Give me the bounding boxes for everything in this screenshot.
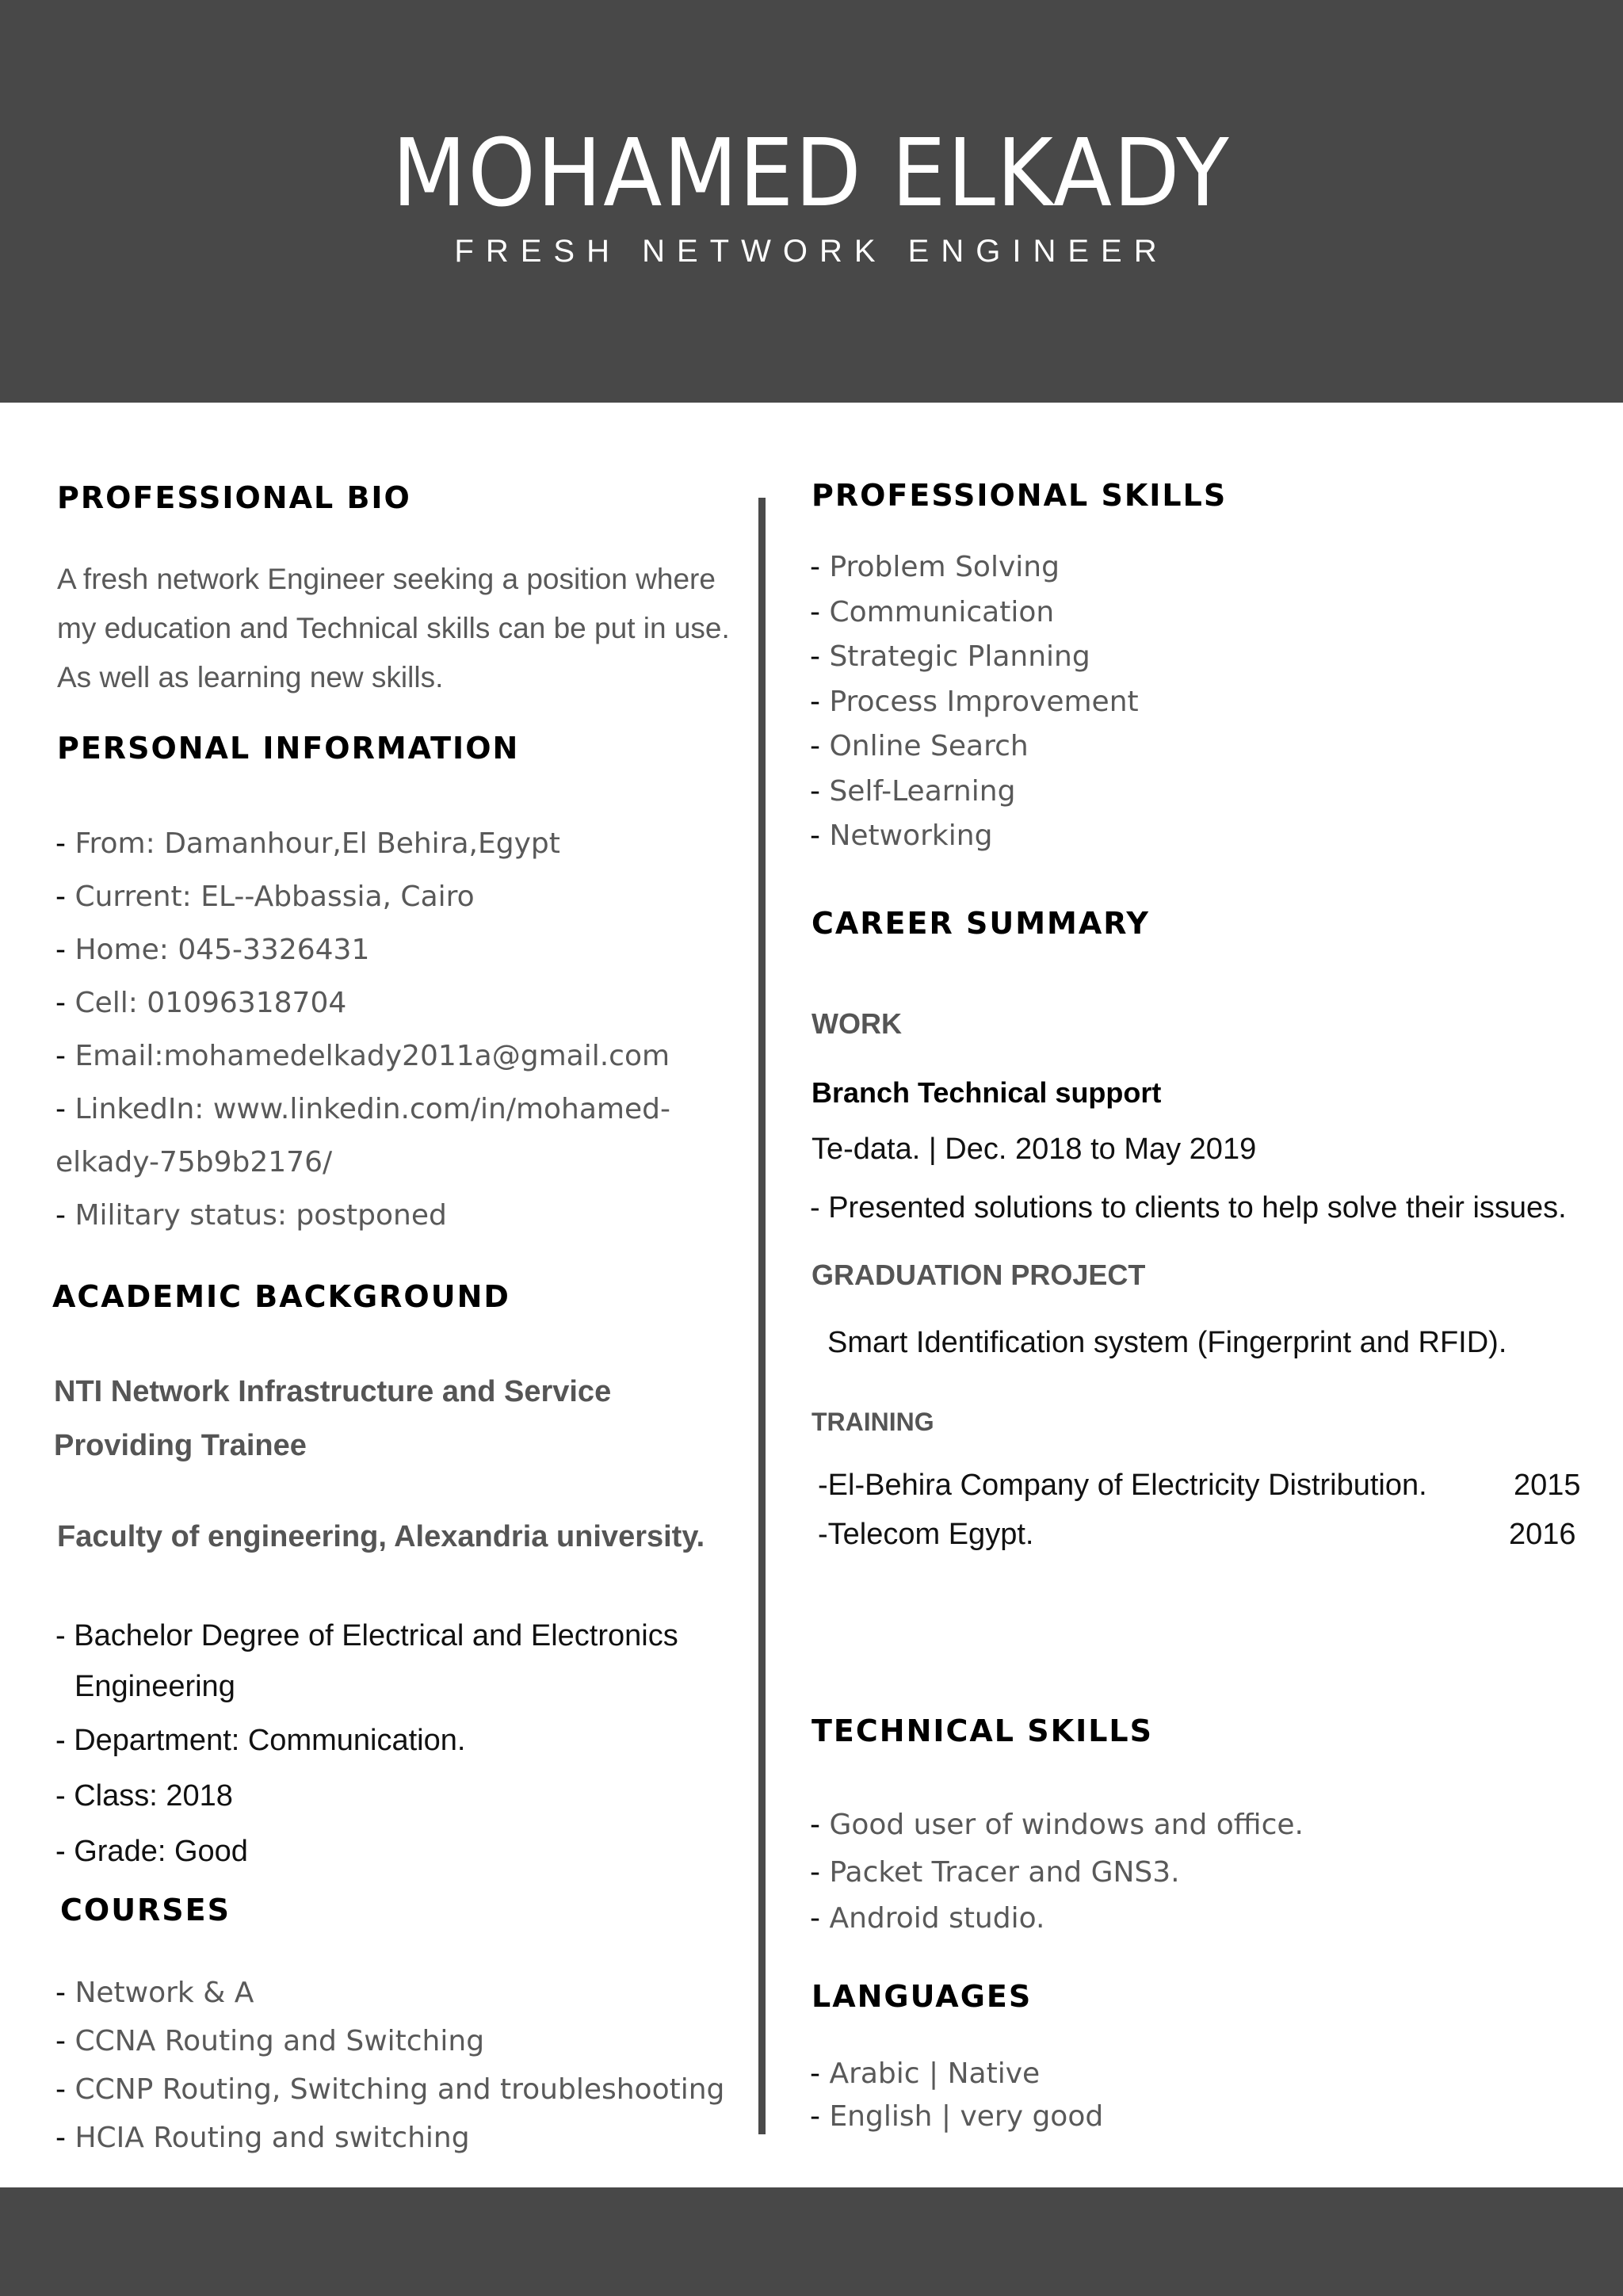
academic-heading: ACADEMIC BACKGROUND [52,1279,510,1314]
job-title: Branch Technical support [812,1076,1162,1109]
graduation-project-label: GRADUATION PROJECT [812,1259,1146,1291]
linkedin-item: - LinkedIn: www.linkedin.com/in/mohamed- [55,1093,670,1125]
nti-title-line1: NTI Network Infrastructure and Service [54,1375,612,1408]
list-item: - CCNP Routing, Switching and troubleshooting [55,2073,725,2106]
list-item: - Networking [810,819,993,852]
bio-line: my education and Technical skills can be put in use. [57,612,730,644]
job-description: - Presented solutions to clients to help solve their issues. [810,1191,1567,1224]
list-item: - Home: 045-3326431 [55,934,370,966]
list-item: - English | very good [810,2100,1104,2133]
list-item: - Grade: Good [55,1835,248,1868]
bio-line: A fresh network Engineer seeking a position where [57,563,716,595]
job-company-dates: Te-data. | Dec. 2018 to May 2019 [812,1133,1257,1166]
candidate-title: FRESH NETWORK ENGINEER [454,234,1169,269]
training-item-name: -Telecom Egypt. [818,1518,1034,1551]
list-item: - Arabic | Native [810,2057,1041,2090]
list-item: - Android studio. [810,1902,1045,1935]
technical-skills-heading: TECHNICAL SKILLS [812,1713,1153,1748]
list-item: - Packet Tracer and GNS3. [810,1856,1180,1889]
list-item: - Problem Solving [810,551,1060,583]
languages-heading: LANGUAGES [812,1979,1033,2014]
bio-text [57,555,754,702]
list-item: - CCNA Routing and Switching [55,2025,485,2057]
work-label: WORK [812,1007,902,1040]
list-item: - Department: Communication. [55,1724,466,1757]
list-item: - Network & A [55,1977,254,2009]
list-item: - Online Search [810,730,1029,762]
column-divider [758,498,766,2134]
courses-list [55,1969,724,2162]
professional-skills-list [810,545,1139,859]
email-item: - Email:mohamedelkady2011a@gmail.com [55,1040,670,1072]
nti-title-line2: Providing Trainee [54,1429,307,1462]
degree-list [55,1611,678,1879]
personal-info-heading: PERSONAL INFORMATION [57,731,520,766]
bio-line: As well as learning new skills. [57,661,444,693]
list-item-continued: Engineering [74,1670,235,1703]
list-item: - Strategic Planning [810,640,1090,673]
personal-info-list [55,817,670,1242]
list-item: - From: Damanhour,El Behira,Egypt [55,827,560,860]
list-item: - Current: EL--Abbassia, Cairo [55,881,475,913]
footer-banner [0,2187,1623,2296]
courses-heading: COURSES [60,1893,231,1927]
candidate-name: MOHAMED ELKADY [391,118,1231,227]
list-item: - Military status: postponed [55,1199,447,1232]
list-item: - Communication [810,595,1055,628]
training-item-name: -El-Behira Company of Electricity Distribution. [818,1469,1427,1502]
list-item: - Good user of windows and office. [810,1809,1304,1841]
faculty-title: Faculty of engineering, Alexandria university. [57,1520,705,1553]
training-item-year: 2015 [1514,1469,1581,1502]
list-item: - Class: 2018 [55,1779,233,1813]
professional-skills-heading: PROFESSIONAL SKILLS [812,478,1228,513]
header-banner [0,0,1623,403]
list-item: - Self-Learning [810,774,1016,808]
list-item: - Cell: 01096318704 [55,987,347,1019]
training-label: TRAINING [812,1408,934,1436]
list-item: - Process Improvement [810,685,1139,718]
list-item: - Bachelor Degree of Electrical and Electronics [55,1619,678,1652]
career-summary-heading: CAREER SUMMARY [812,906,1150,941]
graduation-project-description: Smart Identification system (Fingerprint and RFID). [827,1326,1507,1359]
bio-heading: PROFESSIONAL BIO [57,480,411,515]
list-item: - HCIA Routing and switching [55,2122,470,2154]
training-item-year: 2016 [1509,1518,1576,1551]
technical-skills-list [810,1801,1304,1941]
languages-list [810,2053,1103,2138]
linkedin-item-continued: elkady-75b9b2176/ [55,1146,333,1179]
